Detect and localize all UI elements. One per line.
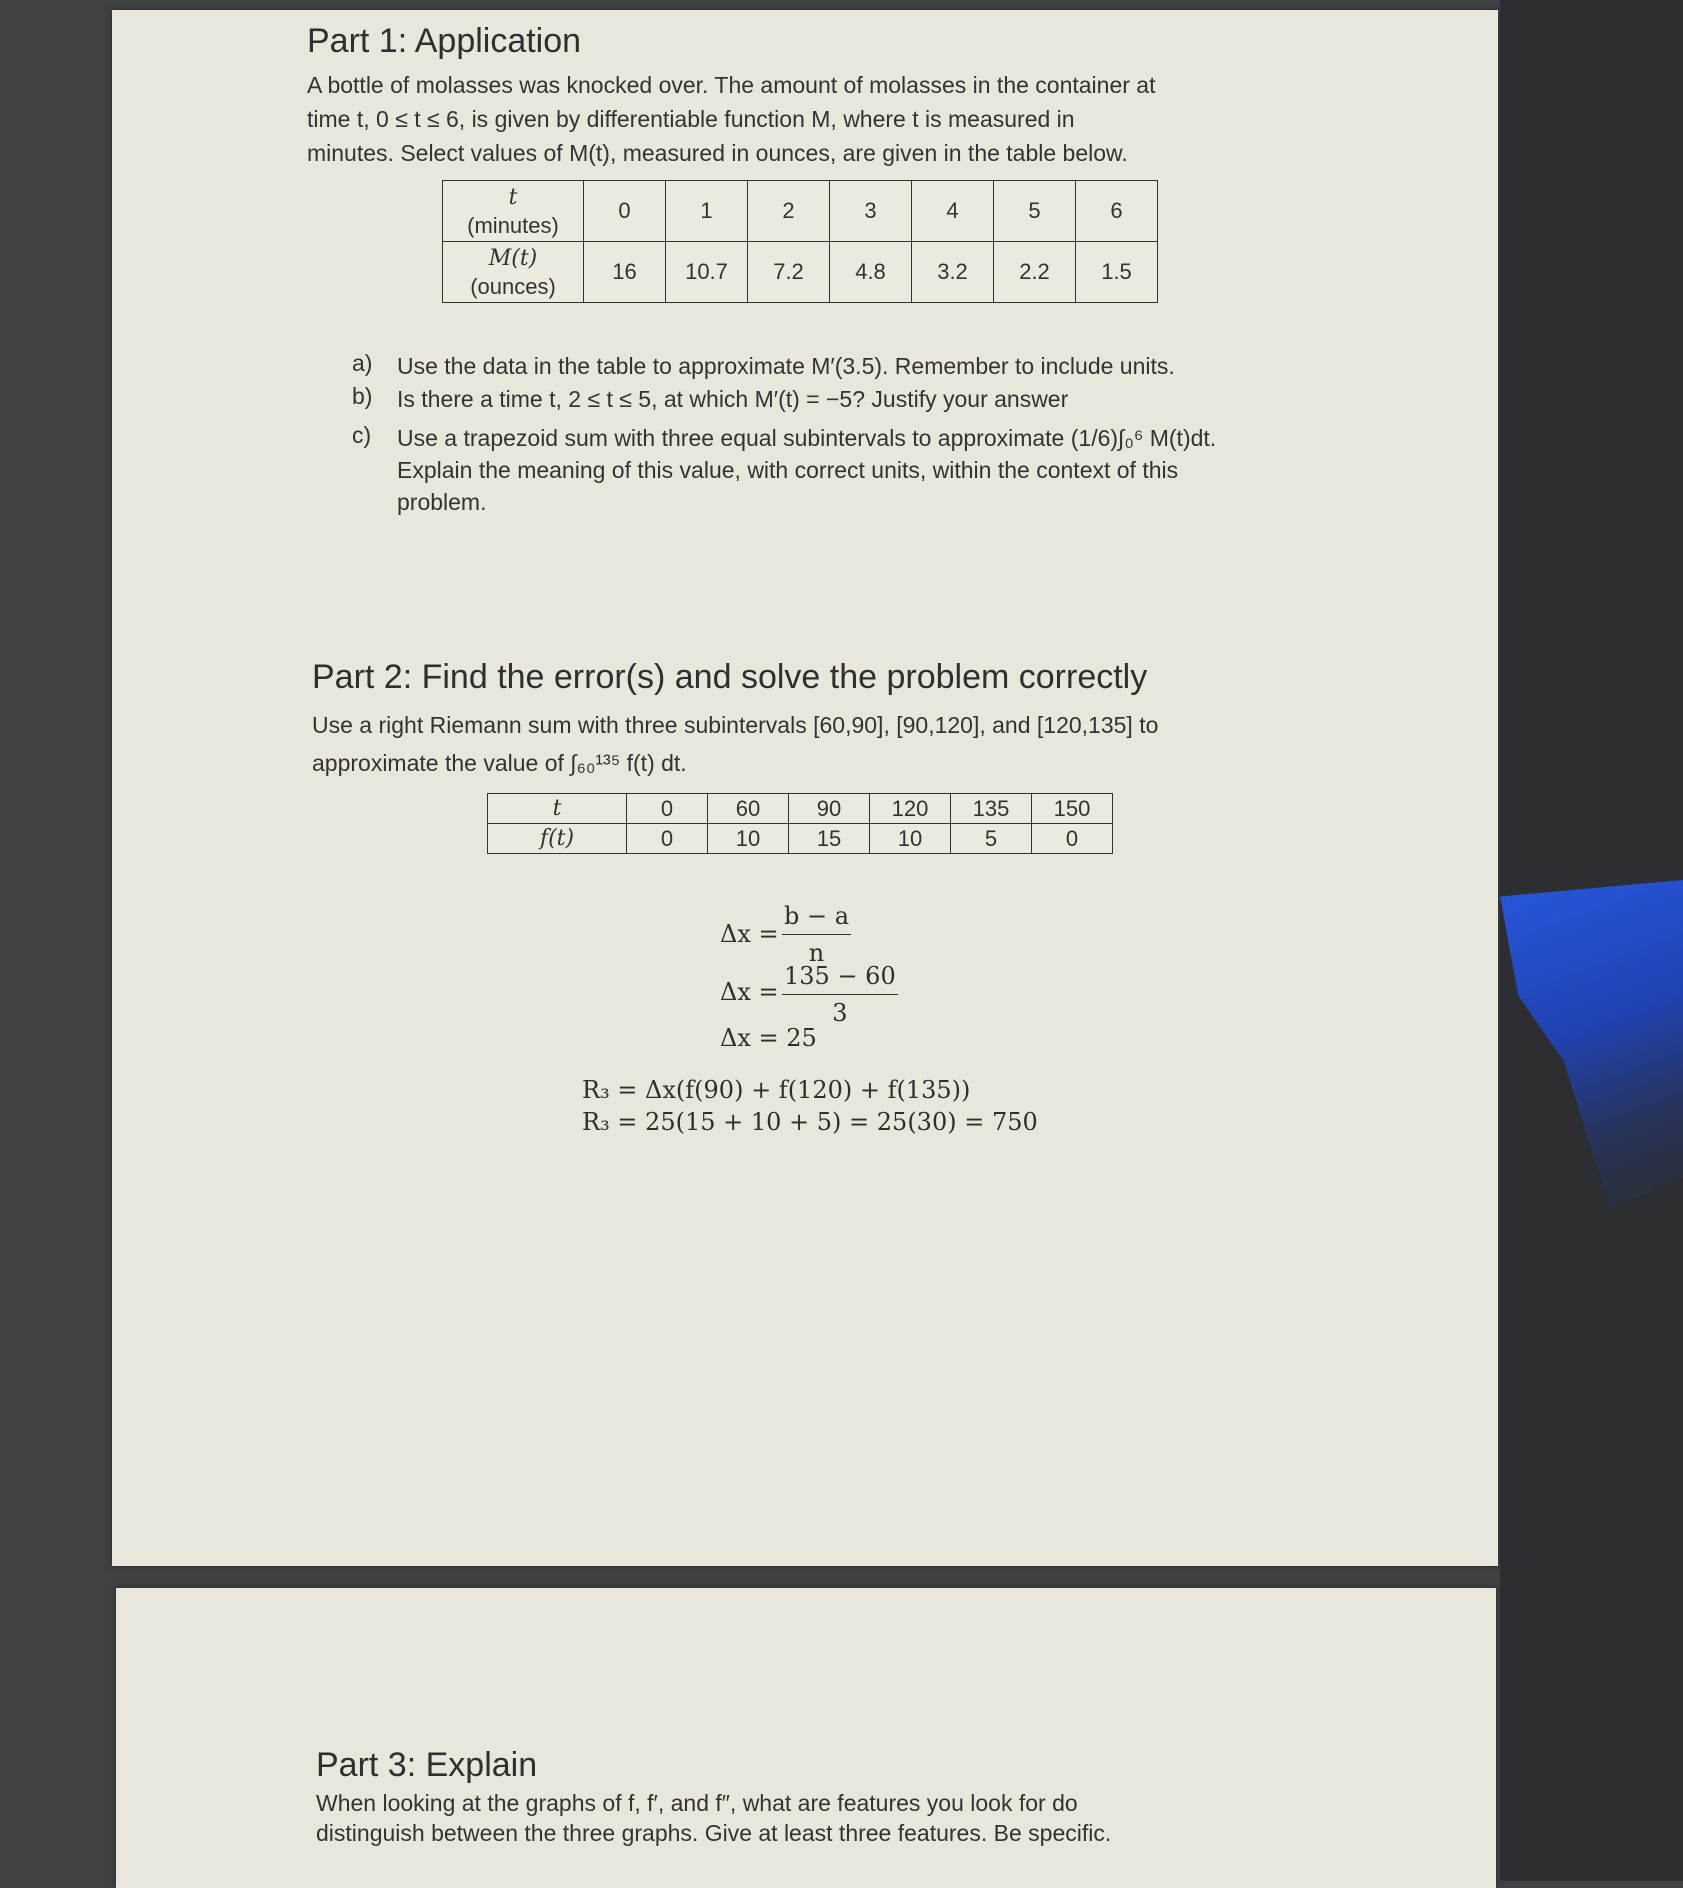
- part1-intro: [307, 68, 1307, 170]
- dx-substitution-lhs: Δx =: [720, 978, 779, 1006]
- table-header-cell: [443, 181, 584, 242]
- table-cell: 0: [1032, 824, 1113, 854]
- dx-result: Δx = 25: [720, 1024, 817, 1052]
- table-cell: 4.8: [830, 242, 912, 303]
- table-cell: 6: [1076, 181, 1158, 242]
- part2-intro-line: Use a right Riemann sum with three subintervals [60,90], [90,120], and [120,135] to: [312, 712, 1159, 738]
- fraction-denominator: 3: [832, 999, 848, 1027]
- table-cell: 4: [912, 181, 994, 242]
- question-text-line: Explain the meaning of this value, with correct units, within the context of this: [397, 457, 1179, 483]
- table-cell: 10: [870, 824, 951, 854]
- part2-heading: Part 2: Find the error(s) and solve the problem correctly: [312, 658, 1148, 696]
- question-label: b): [352, 383, 373, 409]
- table-cell: 5: [951, 824, 1032, 854]
- t-symbol: t: [508, 184, 518, 210]
- table-cell: 0: [627, 824, 708, 854]
- table-cell: 10.7: [666, 242, 748, 303]
- table-header-cell: t: [488, 794, 627, 824]
- table-cell: 1.5: [1076, 242, 1158, 303]
- part3-prompt-line: distinguish between the three graphs. Give at least three features. Be specific.: [316, 1820, 1112, 1846]
- unit-label: (minutes): [467, 212, 559, 238]
- fraction-numerator: 135 − 60: [782, 962, 898, 995]
- table-cell: 1: [666, 181, 748, 242]
- part1-intro-line: A bottle of molasses was knocked over. The amount of molasses in the container at: [307, 72, 1156, 98]
- table-cell: 16: [584, 242, 666, 303]
- dx-formula-lhs: Δx =: [720, 920, 779, 948]
- table-cell: 135: [951, 794, 1032, 824]
- table-cell: 0: [627, 794, 708, 824]
- table-cell: 15: [789, 824, 870, 854]
- table-cell: 90: [789, 794, 870, 824]
- question-text: Use the data in the table to approximate M′(3.5). Remember to include units.: [397, 353, 1175, 379]
- m-symbol: M(t): [488, 245, 538, 271]
- table-cell: 3: [830, 181, 912, 242]
- part1-heading: Part 1: Application: [307, 22, 582, 60]
- table-row: [443, 181, 1158, 242]
- table-cell: 2.2: [994, 242, 1076, 303]
- question-text-line: Use a trapezoid sum with three equal subintervals to approximate (1/6)∫₀⁶ M(t)dt.: [397, 425, 1217, 451]
- fraction-numerator: b − a: [782, 902, 851, 935]
- table-row: [443, 242, 1158, 303]
- dx-substitution-fraction: [782, 962, 898, 1027]
- riemann-sum-result: R₃ = 25(15 + 10 + 5) = 25(30) = 750: [582, 1108, 1038, 1136]
- unit-label: (ounces): [470, 273, 556, 299]
- question-label: a): [352, 350, 373, 376]
- table-header-cell: [443, 242, 584, 303]
- part3-prompt: [316, 1788, 1366, 1848]
- table-cell: 3.2: [912, 242, 994, 303]
- table-cell: 5: [994, 181, 1076, 242]
- question-text: Is there a time t, 2 ≤ t ≤ 5, at which M′(t) = −5? Justify your answer: [397, 386, 1069, 412]
- worksheet-page-1: [112, 10, 1498, 1566]
- part1-intro-line: time t, 0 ≤ t ≤ 6, is given by differentiable function M, where t is measured in: [307, 106, 1075, 132]
- question-text-line: problem.: [397, 489, 487, 515]
- dx-formula-fraction: [782, 902, 851, 967]
- table-header-cell: f(t): [488, 824, 627, 854]
- table-cell: 7.2: [748, 242, 830, 303]
- table-row: [488, 824, 1113, 854]
- fraction-denominator: n: [808, 939, 825, 967]
- riemann-sum-setup: R₃ = Δx(f(90) + f(120) + f(135)): [582, 1076, 971, 1104]
- question-text: [397, 422, 1317, 518]
- part2-intro-line: approximate the value of ∫₆₀¹³⁵ f(t) dt.: [312, 750, 687, 776]
- riemann-table: [487, 793, 1113, 854]
- table-cell: 10: [708, 824, 789, 854]
- part3-heading: Part 3: Explain: [316, 1746, 538, 1784]
- worksheet-page-2: [116, 1588, 1496, 1888]
- part3-prompt-line: When looking at the graphs of f, f′, and f″, what are features you look for do: [316, 1790, 1078, 1816]
- table-cell: 60: [708, 794, 789, 824]
- table-cell: 0: [584, 181, 666, 242]
- table-cell: 150: [1032, 794, 1113, 824]
- table-row: [488, 794, 1113, 824]
- molasses-table: [442, 180, 1158, 303]
- question-label: c): [352, 422, 372, 448]
- table-cell: 120: [870, 794, 951, 824]
- part1-intro-line: minutes. Select values of M(t), measured in ounces, are given in the table below.: [307, 140, 1128, 166]
- part2-intro: [312, 708, 1332, 780]
- table-cell: 2: [748, 181, 830, 242]
